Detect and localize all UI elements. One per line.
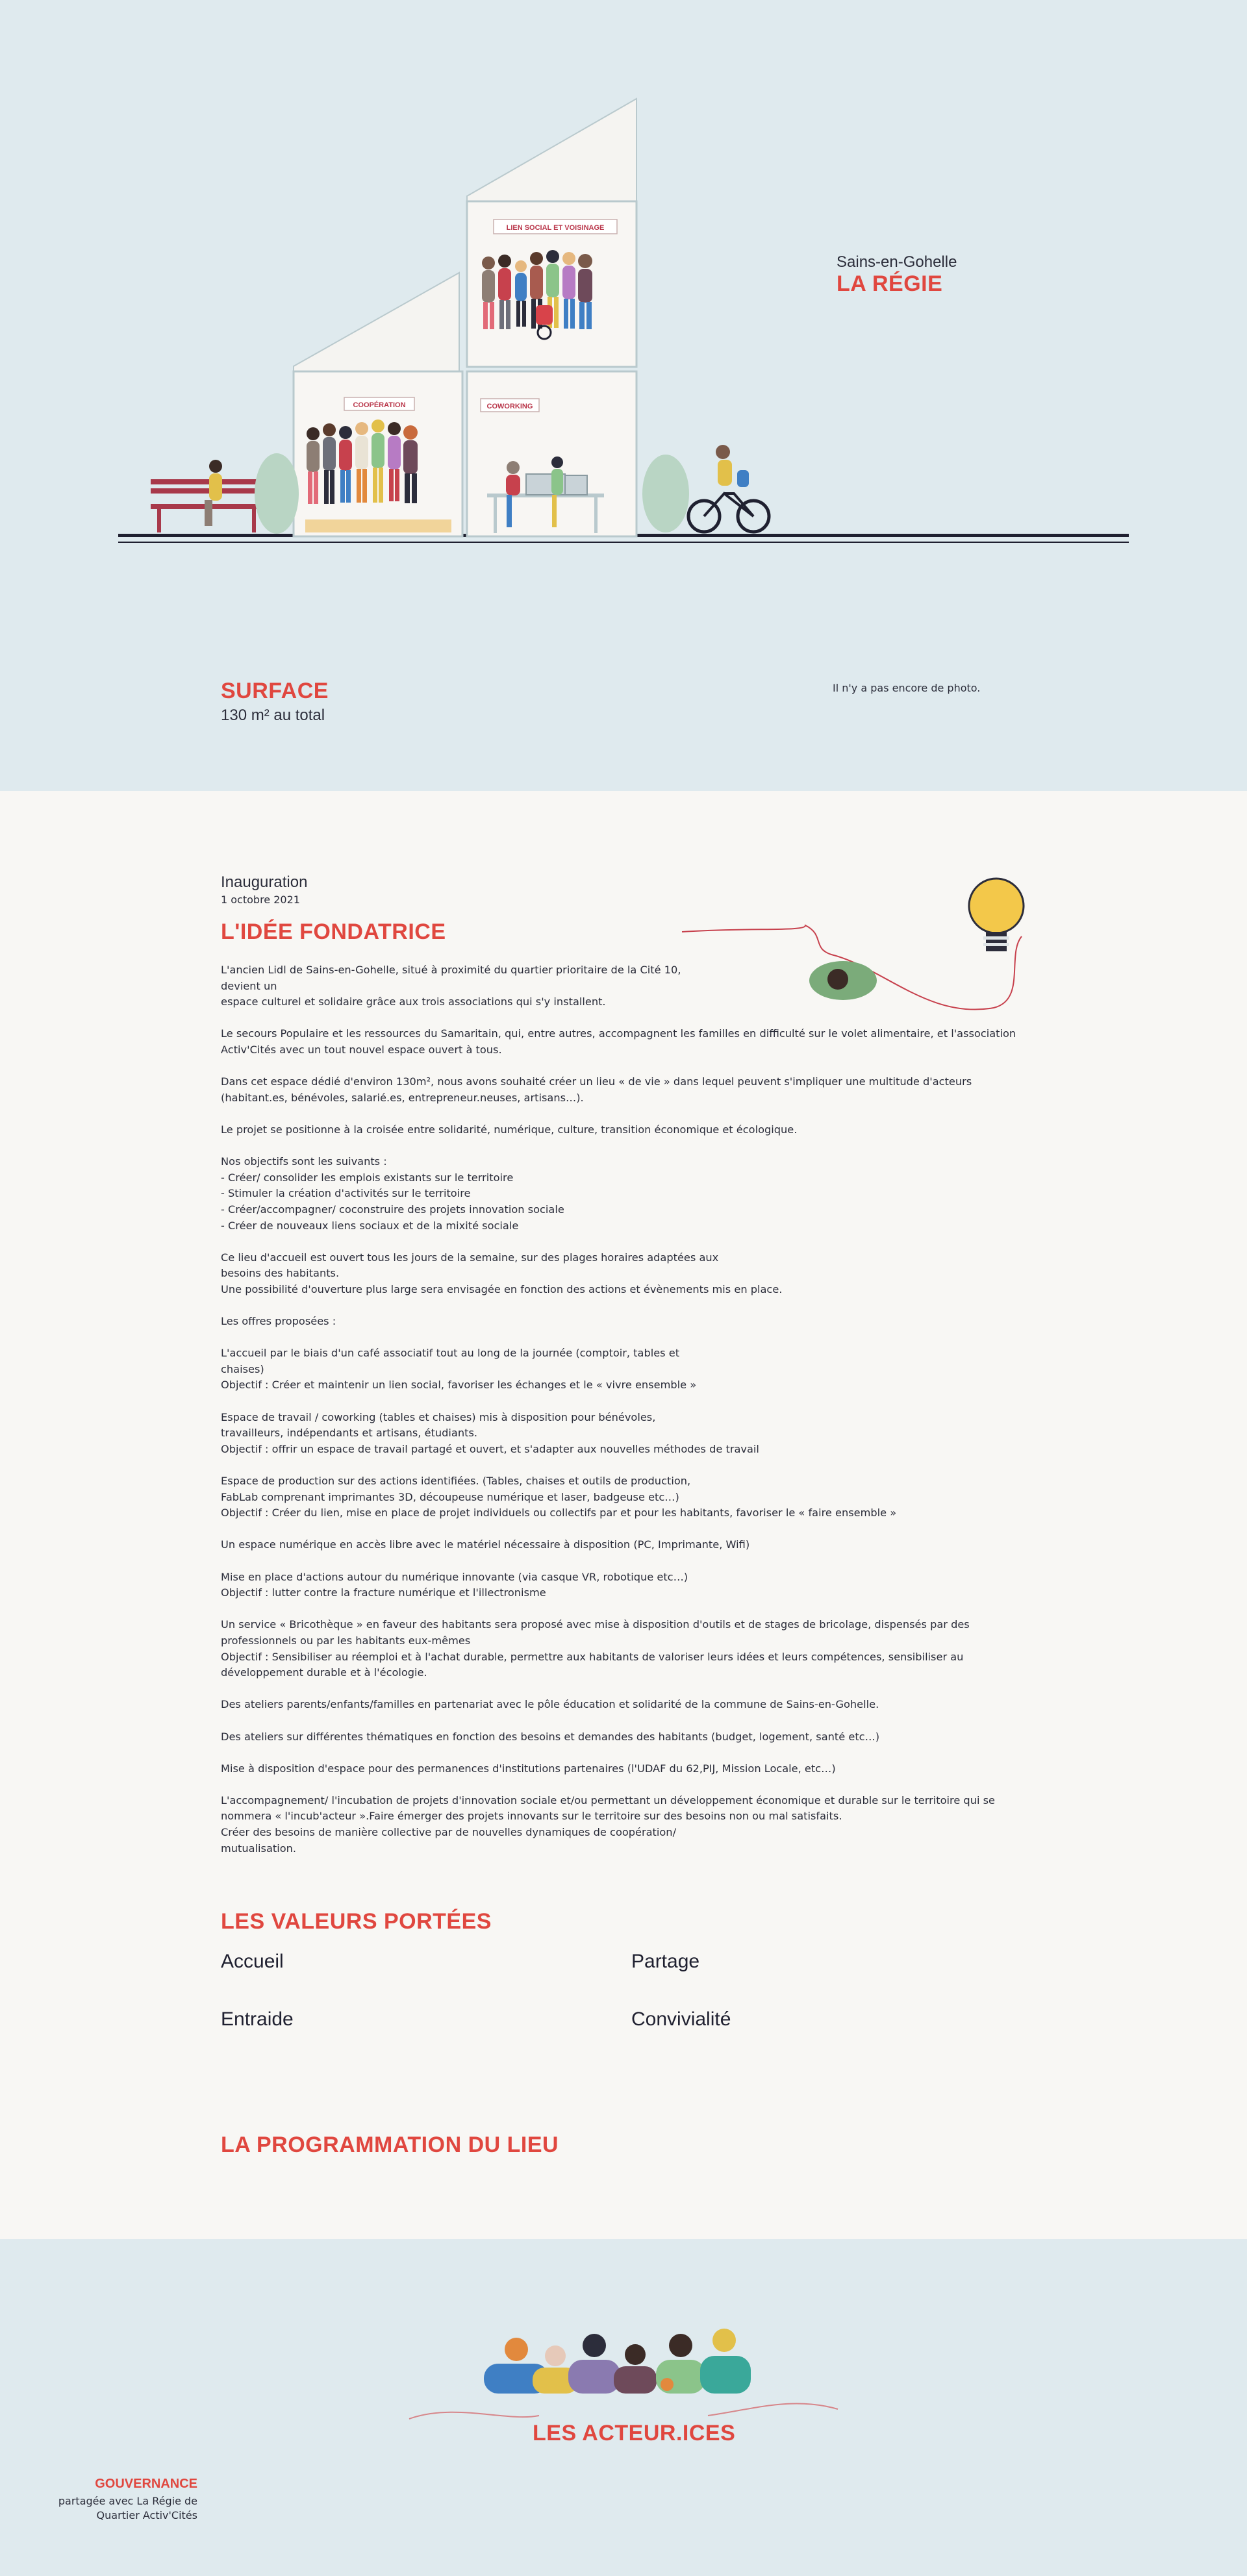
label-lien-social: LIEN SOCIAL ET VOISINAGE [506,224,605,232]
cyclist-scene [642,445,769,532]
room-coworking [467,371,636,536]
label-coworking: COWORKING [486,403,533,410]
paragraph: Un service « Bricothèque » en faveur des habitants sera proposé avec mise à disposition d'outils et de stages de bricolage, dispensés par des professionnels ou par les habitants eux-mêmes Objectif : Sensibiliser au réemploi et à l'achat durable, permettre aux habitants de valoriser leurs idées et leurs compétences, sensibiliser au développement durable et à l'écologie. [221,1618,970,1679]
gouvernance-block [3,2477,197,2523]
inauguration-date: 1 octobre 2021 [221,894,300,906]
lightbulb-icon [969,879,1024,933]
paragraph: Un espace numérique en accès libre avec le matériel nécessaire à disposition (PC, Imprimante, Wifi) [221,1538,750,1551]
bench-scene [151,453,299,534]
photo-note: Il n'y a pas encore de photo. [833,682,981,694]
idee-fondatrice-text [221,962,1020,1873]
idee-fondatrice-title: L'IDÉE FONDATRICE [221,919,446,944]
paragraph: Le secours Populaire et les ressources du Samaritain, qui, entre autres, accompagnent les familles en difficulté sur le volet alimentaire, et l'association Activ'Cités avec un tout nouvel espace ouvert à tous. [221,1027,1016,1056]
paragraph: Mise en place d'actions autour du numérique innovante (via casque VR, robotique etc…) Objectif : lutter contre la fracture numérique et l'illectronisme [221,1570,688,1599]
acteurs-title: LES ACTEUR.ICES [533,2421,736,2445]
paragraph: Des ateliers sur différentes thématiques en fonction des besoins et demandes des habitants (budget, logement, santé etc…) [221,1730,880,1743]
valeur-item: Accueil [221,1951,284,1972]
hero-title: LA RÉGIE [837,271,943,296]
paragraph: L'accueil par le biais d'un café associatif tout au long de la journée (comptoir, tables et chaises) Objectif : Créer et maintenir un lien social, favoriser les échanges et le « vivre ensemble » [221,1347,697,1392]
people-group-acteurs [484,2329,751,2394]
valeur-item: Entraide [221,2008,294,2030]
programmation-title: LA PROGRAMMATION DU LIEU [221,2132,559,2157]
valeurs-title: LES VALEURS PORTÉES [221,1909,492,1934]
paragraph: Les offres proposées : [221,1315,336,1328]
hero-location: Sains-en-Gohelle [837,253,957,271]
paragraph: Espace de travail / coworking (tables et chaises) mis à disposition pour bénévoles, travailleurs, indépendants et artisans, étudiants. Objectif : offrir un espace de travail partagé et ouvert, et s'adapter aux nouvelles méthodes de travail [221,1410,759,1455]
paragraph: Dans cet espace dédié d'environ 130m², nous avons souhaité créer un lieu « de vie » dans lequel peuvent s'impliquer une multitude d'acteurs (habitant.es, bénévoles, salarié.es, entrepreneur.neuses, artisans…). [221,1075,972,1104]
gouvernance-line2: Quartier Activ'Cités [96,2509,197,2521]
building-illustration [110,91,1150,558]
inauguration-title: Inauguration [221,873,308,891]
left-roof [294,273,459,371]
paragraph: L'ancien Lidl de Sains-en-Gohelle, situé à proximité du quartier prioritaire de la Cité 10, devient un espace culturel et solidaire grâce aux trois associations qui s'y installent. [221,964,681,1008]
surface-title: SURFACE [221,679,329,703]
paragraph: Ce lieu d'accueil est ouvert tous les jours de la semaine, sur des plages horaires adaptées aux besoins des habitants. Une possibilité d'ouverture plus large sera envisagée en fonction des actions et évènements mis en place. [221,1251,783,1295]
gouvernance-title: GOUVERNANCE [95,2477,197,2491]
paragraph: Nos objectifs sont les suivants : - Créer/ consolider les emplois existants sur le territoire - Stimuler la création d'activités sur le territoire - Créer/accompagner/ coconstruire des projets innovation sociale - Créer de nouveaux liens sociaux et de la mixité sociale [221,1155,564,1232]
surface-value: 130 m² au total [221,707,325,724]
paragraph: Le projet se positionne à la croisée entre solidarité, numérique, culture, transition économique et écologique. [221,1123,798,1136]
paragraph: L'accompagnement/ l'incubation de projets d'innovation sociale et/ou permettant un développement économique et durable sur le territoire qui se nommera « l'incub'acteur ».Faire émerger des projets innovants sur le territoire sur des besoins non ou mal satisfaits. Créer des besoins de manière collective par de nouvelles dynamiques de coopération/ mutualisation. [221,1794,996,1855]
paragraph: Espace de production sur des actions identifiées. (Tables, chaises et outils de production, FabLab comprenant imprimantes 3D, découpeuse numérique et laser, badgeuse etc…) Objectif : Créer du lien, mise en place de projet individuels ou collectifs par et pour les habitants, favoriser le « faire ensemble » [221,1475,897,1519]
paragraph: Mise à disposition d'espace pour des permanences d'institutions partenaires (l'UDAF du 62,PIJ, Mission Locale, etc…) [221,1762,836,1775]
gouvernance-line1: partagée avec La Régie de [58,2495,197,2507]
right-roof [467,99,636,201]
valeur-item: Convivialité [631,2008,731,2030]
valeur-item: Partage [631,1951,700,1972]
hero-section [0,0,1247,791]
paragraph: Des ateliers parents/enfants/familles en partenariat avec le pôle éducation et solidarité de la commune de Sains-en-Gohelle. [221,1698,879,1711]
label-cooperation: COOPÉRATION [353,401,406,409]
